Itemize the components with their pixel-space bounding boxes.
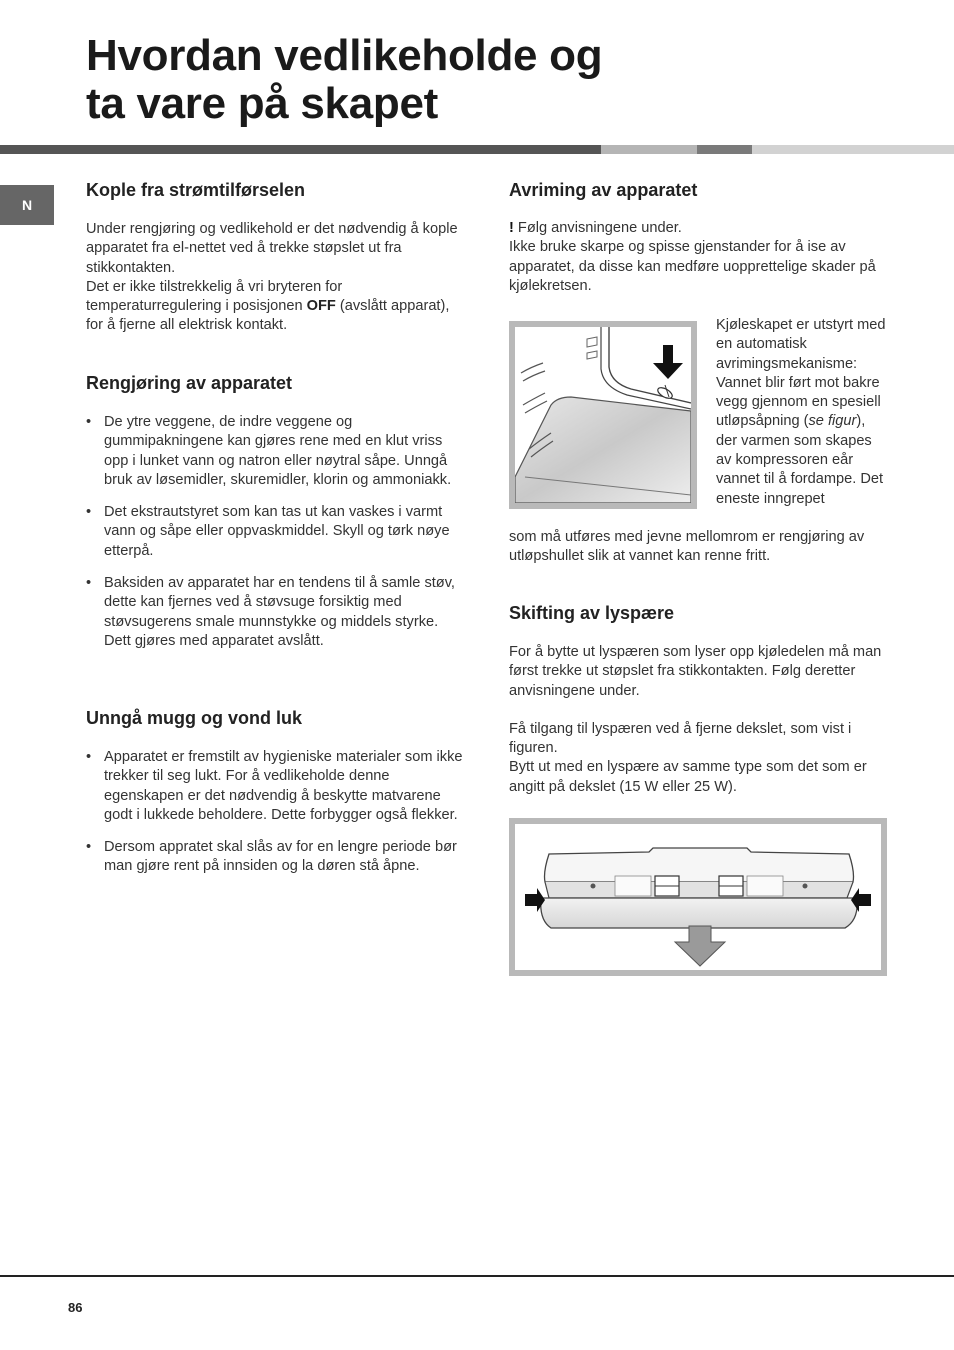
header-rule-dark bbox=[0, 145, 601, 154]
header-rule-mid bbox=[697, 145, 752, 154]
off-label: OFF bbox=[306, 298, 336, 315]
figure-reference: se figur bbox=[808, 413, 857, 430]
paragraph: Under rengjøring og vedlikehold er det nødvendig å kople apparatet fra el-nettet ved å trekke støpslet ut fra stikkontakten. bbox=[86, 221, 458, 276]
section-heading: Unngå mugg og vond luk bbox=[86, 708, 302, 728]
list-item: • De ytre veggene, de indre veggene og gummipakningene kan gjøres rene med en klut vriss opp i lunket vann og natron eller nøytral såpe. Unngå bruk av løsemidler, skuremidler, klorin og ammoniakk. bbox=[86, 413, 466, 490]
header-rule-light bbox=[601, 145, 697, 154]
section-heading: Avriming av apparatet bbox=[509, 180, 698, 200]
paragraph: Bytt ut med en lyspære av samme type som det som er angitt på dekslet (15 W eller 25 W). bbox=[509, 759, 867, 795]
section-defrost bbox=[509, 179, 889, 296]
paragraph: Få tilgang til lyspæren ved å fjerne dekslet, som vist i figuren. bbox=[509, 720, 852, 757]
list-item: • Baksiden av apparatet har en tendens til å samle støv, dette kan fjernes ved å støvsuge forsiktig med støvsugerens smale munnstykke og middels styrke. Dett gjøres med apparatet avslått. bbox=[86, 574, 466, 651]
section-mould bbox=[86, 707, 466, 877]
text-span: Kjøleskapet er utstyrt med en automatisk avrimingsmekanisme: Vannet blir ført mot bakre vegg gjennom en spesiell utløpsåpning ( bbox=[716, 317, 886, 430]
list-item: • Apparatet er fremstilt av hygieniske materialer som ikke trekker til seg lukt. For å vedlikeholde denne egenskapen er det nødvendig å beskytte matvarene godt i lukkede beholdere. Dette forbygger også flekker. bbox=[86, 748, 466, 825]
paragraph: som må utføres med jevne mellomrom er rengjøring av utløpshullet slik at vannet kan renne fritt. bbox=[509, 529, 865, 565]
paragraph: For å bytte ut lyspæren som lyser opp kjøledelen må man først trekke ut støpslet fra stikkontakten. Følg deretter anvisningene under. bbox=[509, 644, 882, 699]
header-rule-pale bbox=[752, 145, 954, 154]
bullet-list bbox=[86, 748, 466, 877]
bullet-list bbox=[86, 413, 466, 651]
language-tab: N bbox=[0, 185, 54, 225]
paragraph bbox=[509, 219, 889, 238]
light-cover-illustration bbox=[515, 824, 881, 970]
bulb-cover-figure bbox=[509, 818, 887, 976]
defrost-figure bbox=[509, 321, 697, 509]
text-span: (avslått apparat), for å fjerne all elektrisk kontakt. bbox=[86, 298, 450, 334]
paragraph: Ikke bruke skarpe og spisse gjenstander for å ise av apparatet, da disse kan medføre uopprettelige skader på kjølekretsen. bbox=[509, 239, 876, 294]
paragraph bbox=[86, 278, 466, 336]
section-heading: Kople fra strømtilførselen bbox=[86, 180, 306, 200]
defrost-side-text bbox=[716, 316, 888, 509]
text-span: Følg anvisningene under. bbox=[513, 220, 682, 236]
paragraph bbox=[716, 316, 888, 509]
text-span: ), der varmen som skapes av kompressoren eår vannet til å fordampe. Det eneste inngrepet bbox=[716, 413, 884, 507]
section-bulb bbox=[509, 602, 889, 797]
defrost-continuation bbox=[509, 528, 893, 567]
list-item: • Det ekstrautstyret som kan tas ut kan vaskes i varmt vann og såpe eller oppvaskmiddel. Skyll og tørk nøye etterpå. bbox=[86, 503, 466, 561]
section-cleaning bbox=[86, 372, 466, 651]
section-heading: Skifting av lyspære bbox=[509, 603, 675, 623]
list-item: • Dersom appratet skal slås av for en lengre periode bør man gjøre rent på innsiden og la døren stå åpne. bbox=[86, 838, 466, 877]
page-title bbox=[86, 32, 602, 128]
warning-mark: ! bbox=[509, 220, 514, 236]
page-title-line-2: ta vare på skapet bbox=[86, 79, 438, 128]
section-heading: Rengjøring av apparatet bbox=[86, 373, 293, 393]
footer-rule bbox=[0, 1275, 954, 1277]
text-span: Det er ikke tilstrekkelig å vri bryteren for temperaturregulering i posisjonen bbox=[86, 278, 343, 315]
page-title-line-1: Hvordan vedlikeholde og bbox=[86, 31, 603, 80]
fridge-interior-illustration bbox=[515, 327, 691, 503]
page-number: 86 bbox=[68, 1300, 83, 1315]
section-disconnect bbox=[86, 179, 466, 336]
